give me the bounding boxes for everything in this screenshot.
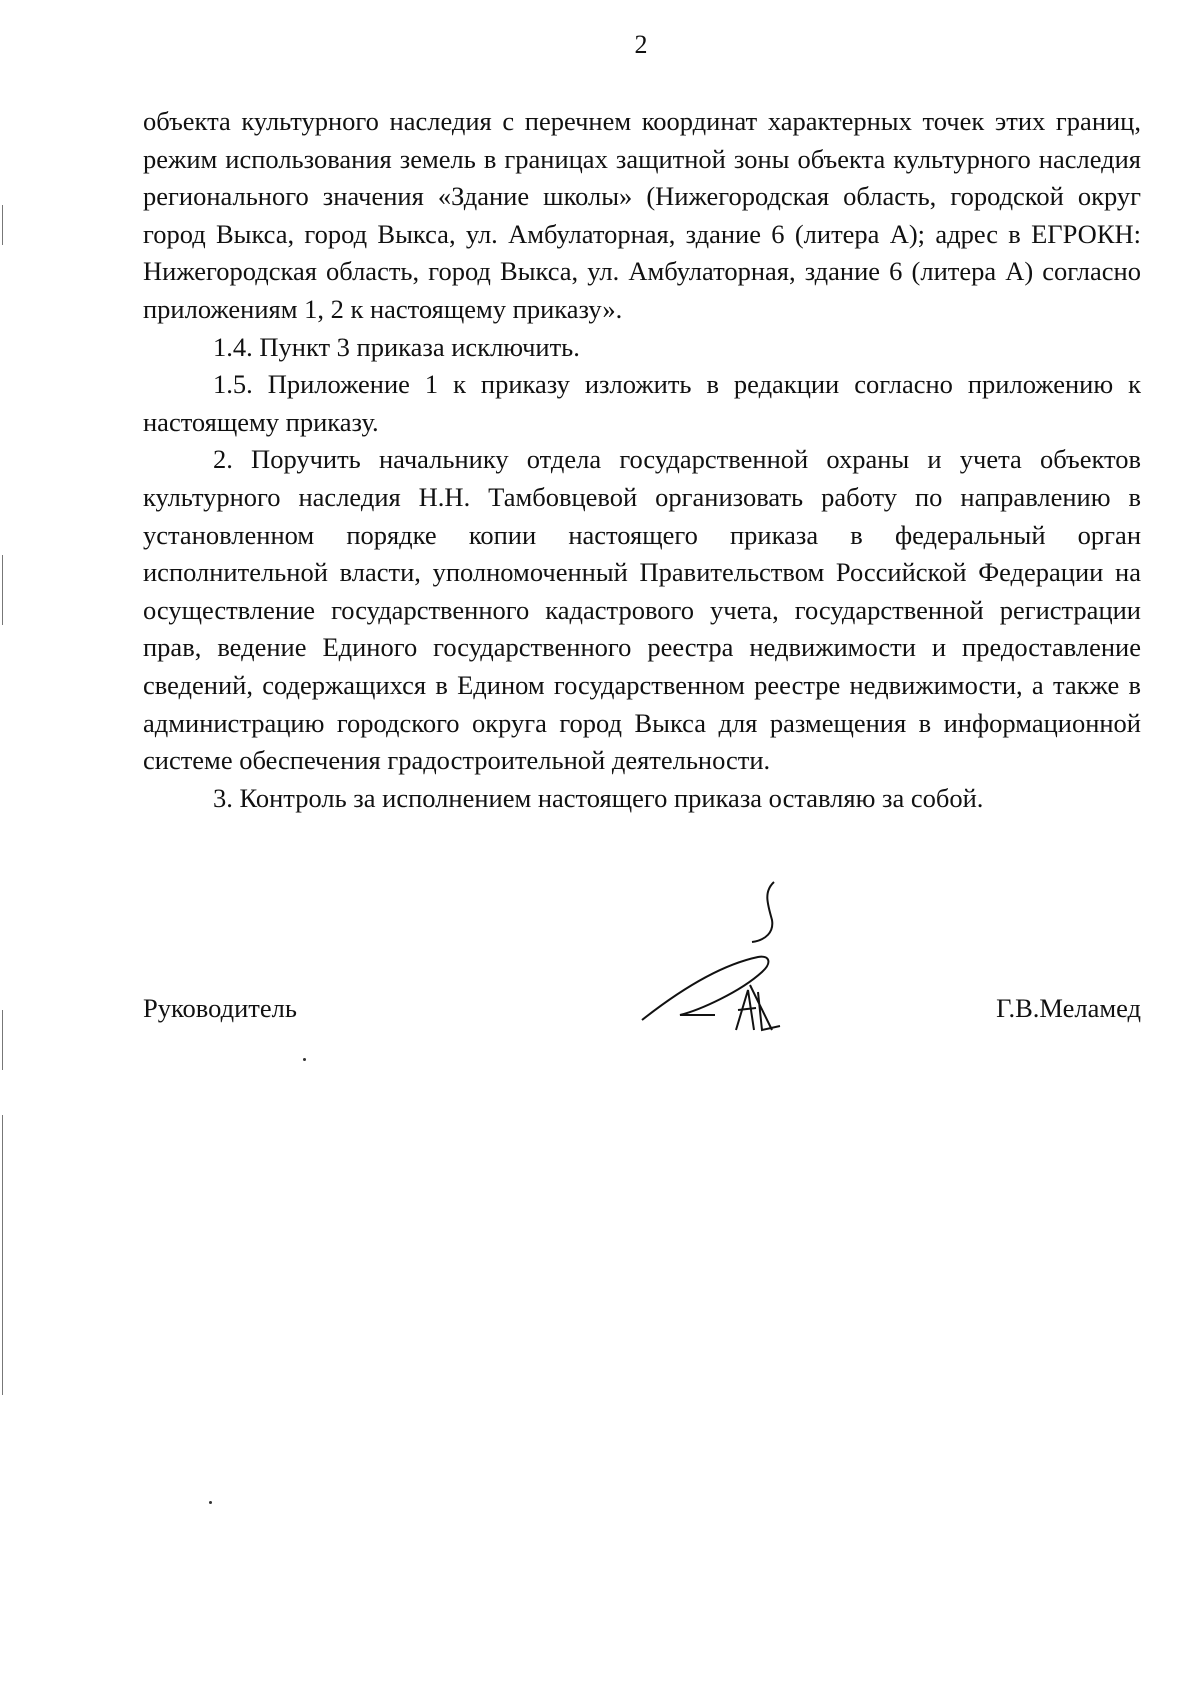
scan-edge-line (2, 555, 3, 625)
paragraph-continuation: объекта культурного наследия с перечнем координат характерных точек этих границ, режим использования земель в границах защитной зоны объекта культурного наследия регионального значения «Здание школы» (Нижегородская область, городской округ город Выкса, город Выкса, ул. Амбулаторная, здание 6 (литера А); адрес в ЕГРОКН: Нижегородская область, город Выкса, ул. Амбулаторная, здание 6 (литера А) согласно приложениям 1, 2 к настоящему приказу». (143, 106, 1141, 324)
signatory-role: Руководитель (143, 993, 297, 1023)
paragraph-item-1-5: 1.5. Приложение 1 к приказу изложить в редакции согласно приложению к настоящему приказу. (143, 369, 1141, 437)
page-number: 2 (634, 30, 648, 59)
paragraph-item-1-4: 1.4. Пункт 3 приказа исключить. (213, 331, 580, 362)
signatory-name: Г.В.Меламед (996, 993, 1141, 1023)
scan-edge-line (2, 1010, 3, 1070)
scan-speck (303, 1058, 306, 1061)
handwritten-signature (640, 880, 800, 1055)
scan-edge-line (2, 1115, 3, 1395)
paragraph-item-3: 3. Контроль за исполнением настоящего приказа оставляю за собой. (213, 782, 984, 813)
scan-speck (209, 1501, 212, 1504)
document-body (143, 103, 1141, 817)
paragraph-item-2: 2. Поручить начальнику отдела государственной охраны и учета объектов культурного наследия Н.Н. Тамбовцевой организовать работу по направлению в установленном порядке копии настоящего приказа в федеральный орган исполнительной власти, уполномоченный Правительством Российской Федерации на осуществление государственного кадастрового учета, государственной регистрации прав, ведение Единого государственного реестра недвижимости и предоставление сведений, содержащихся в Едином государственном реестре недвижимости, а также в администрацию городского округа город Выкса для размещения в информационной системе обеспечения градостроительной деятельности. (143, 444, 1141, 776)
scan-edge-line (2, 205, 3, 245)
